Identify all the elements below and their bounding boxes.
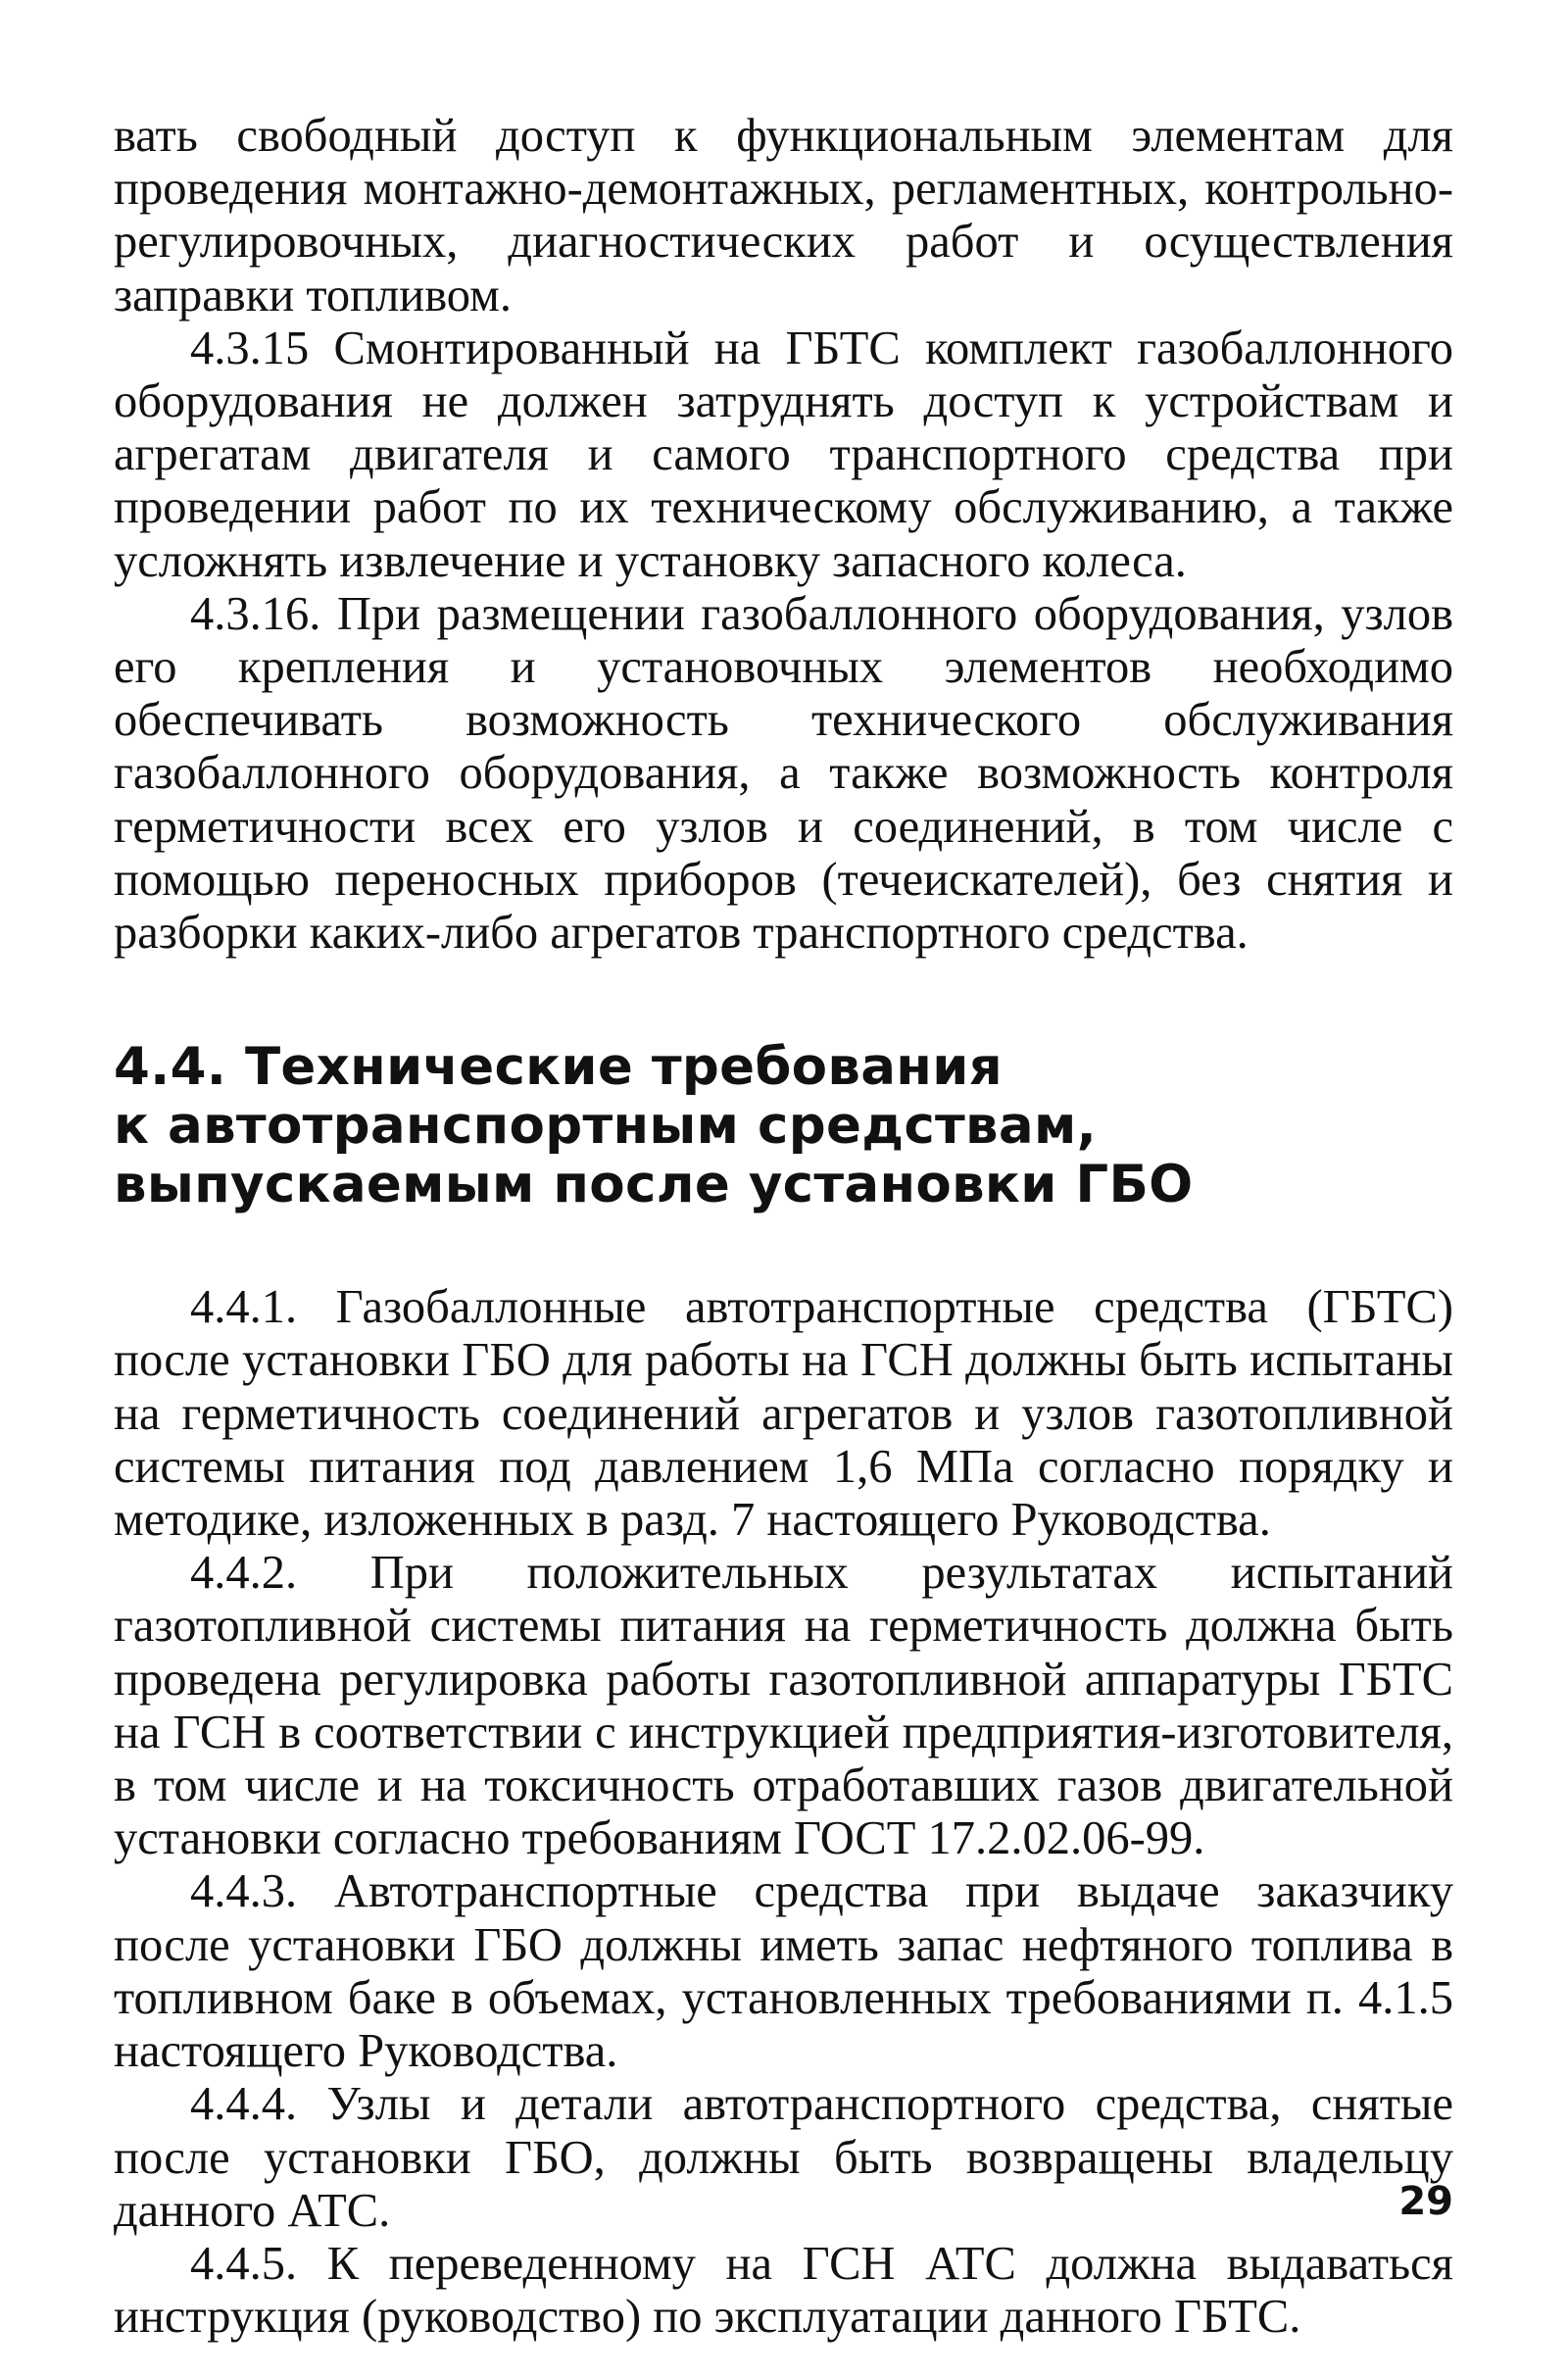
paragraph-4-4-5: 4.4.5. К переведенному на ГСН АТС должна выдаваться инструкция (руководство) по эксплуатации данного ГБТС. [114,2237,1453,2344]
section-heading-4-4 [114,1038,1453,1214]
paragraph-continuation: вать свободный доступ к функциональным элементам для проведения монтажно-демонтажных, регламентных, контрольно-регулировочных, диагностических работ и осуществления заправки топливом. [114,110,1453,322]
paragraph-4-3-16: 4.3.16. При размещении газобаллонного оборудования, узлов его крепления и установочных элементов необходимо обеспечивать возможность технического обслуживания газобаллонного оборудования, а также возможность контроля герметичности всех его узлов и соединений, в том числе с помощью переносных приборов (течеискателей), без снятия и разборки каких-либо агрегатов транспортного средства. [114,587,1453,960]
page-number: 29 [1398,2179,1453,2224]
paragraph-4-4-4: 4.4.4. Узлы и детали автотранспортного средства, снятые после установки ГБО, должны быть возвращены владельцу данного АТС. [114,2078,1453,2237]
section-heading-line: 4.4. Технические требования [114,1037,1003,1098]
section-heading-line: выпускаемым после установки ГБО [114,1155,1194,1215]
paragraph-4-4-1: 4.4.1. Газобаллонные автотранспортные средства (ГБТС) после установки ГБО для работы на ГСН должны быть испытаны на герметичность соединений агрегатов и узлов газотопливной системы питания под давлением 1,6 МПа согласно порядку и методике, изложенных в разд. 7 настоящего Руководства. [114,1281,1453,1547]
paragraph-4-4-2: 4.4.2. При положительных результатах испытаний газотопливной системы питания на герметичность должна быть проведена регулировка работы газотопливной аппаратуры ГБТС на ГСН в соответствии с инструкцией предприятия-изготовителя, в том числе и на токсичность отработавших газов двигательной установки согласно требованиям ГОСТ 17.2.02.06-99. [114,1547,1453,1865]
page-content [114,110,1453,2344]
paragraph-4-4-3: 4.4.3. Автотранспортные средства при выдаче заказчику после установки ГБО должны иметь запас нефтяного топлива в топливном баке в объемах, установленных требованиями п. 4.1.5 настоящего Руководства. [114,1865,1453,2078]
section-heading-line: к автотранспортным средствам, [114,1096,1098,1157]
paragraph-4-3-15: 4.3.15 Смонтированный на ГБТС комплект газобаллонного оборудования не должен затруднять доступ к устройствам и агрегатам двигателя и самого транспортного средства при проведении работ по их техническому обслуживанию, а также усложнять извлечение и установку запасного колеса. [114,322,1453,587]
